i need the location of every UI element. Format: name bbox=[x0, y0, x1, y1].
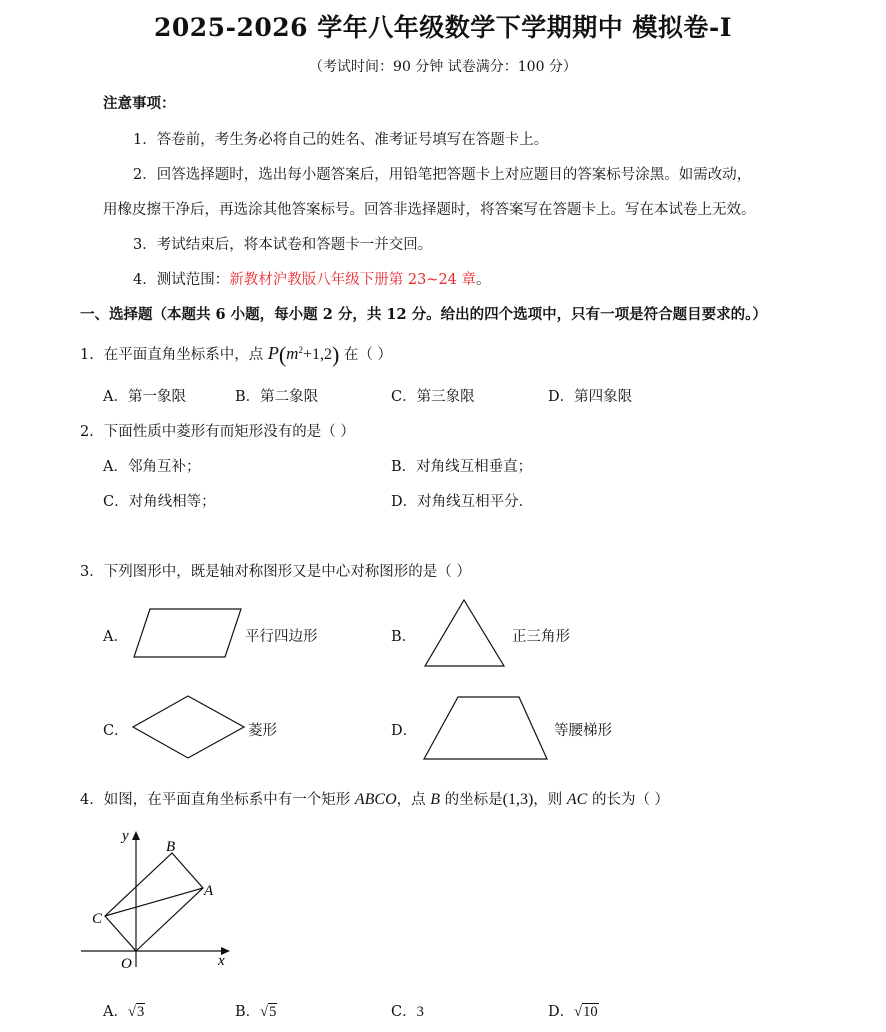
question-2-option-d[interactable]: D．对角线互相平分． bbox=[391, 494, 534, 510]
notice-scope-suffix: 。 bbox=[476, 272, 491, 288]
question-3-option-b-letter[interactable]: B． bbox=[391, 629, 417, 645]
notice-item-2-cont: 用橡皮擦干净后，再选涂其他答案标号。回答非选择题时，将答案写在答题卡上。写在本试卷上无效。 bbox=[103, 202, 756, 218]
exam-subtitle: （考试时间：90 分钟 试卷满分：100 分） bbox=[309, 59, 577, 75]
question-4-option-d[interactable]: D．√10 bbox=[548, 1004, 598, 1020]
notice-scope-value: 新教材沪教版八年级下册第 23~24 章 bbox=[229, 272, 477, 288]
question-2-option-b[interactable]: B．对角线互相垂直； bbox=[391, 459, 533, 475]
label-c: C bbox=[92, 911, 103, 927]
question-3-option-c-label: 菱形 bbox=[248, 723, 277, 739]
label-x: x bbox=[218, 953, 225, 969]
question-2-option-c[interactable]: C．对角线相等； bbox=[103, 494, 216, 510]
question-4-option-a[interactable]: A．√3 bbox=[103, 1004, 145, 1020]
notice-item-1: 1．答卷前，考生务必将自己的姓名、准考证号填写在答题卡上。 bbox=[133, 132, 549, 148]
question-1-stem: 1．在平面直角坐标系中，点 $P(m^2+1,2)$ 在（ ） bbox=[80, 342, 393, 367]
question-2-stem: 2．下面性质中菱形有而矩形没有的是（ ） bbox=[80, 424, 355, 440]
label-a: A bbox=[204, 883, 214, 899]
question-1-option-a[interactable]: A．第一象限 bbox=[103, 389, 186, 405]
question-3-option-d-label: 等腰梯形 bbox=[554, 723, 612, 739]
notice-item-2: 2．回答选择题时，选出每小题答案后，用铅笔把答题卡上对应题目的答案标号涂黑。如需改动， bbox=[133, 167, 752, 183]
question-3-option-a-letter[interactable]: A． bbox=[103, 629, 128, 645]
notice-item-3: 3．考试结束后，将本试卷和答题卡一并交回。 bbox=[133, 237, 433, 253]
label-o: O bbox=[121, 956, 132, 972]
exam-title: 2025-2026 学年八年级数学下学期期中 模拟卷-Ⅰ bbox=[153, 13, 732, 42]
question-1-option-b[interactable]: B．第二象限 bbox=[235, 389, 319, 405]
notice-heading: 注意事项： bbox=[103, 95, 176, 112]
isosceles-trapezoid-figure bbox=[420, 693, 552, 763]
notice-item-4 bbox=[133, 268, 491, 289]
question-2-option-a[interactable]: A．邻角互补； bbox=[103, 459, 201, 475]
question-3-option-c-letter[interactable]: C． bbox=[103, 723, 129, 739]
label-b: B bbox=[166, 839, 176, 855]
y-axis-arrow bbox=[132, 831, 140, 840]
question-3-stem: 3．下列图形中，既是轴对称图形又是中心对称图形的是（ ） bbox=[80, 564, 471, 580]
question-1-option-d[interactable]: D．第四象限 bbox=[548, 389, 633, 405]
notice-scope-prefix: 4．测试范围： bbox=[133, 272, 230, 288]
question-4-option-b[interactable]: B．√5 bbox=[235, 1004, 277, 1020]
section-1-heading: 一、选择题（本题共 6 小题，每小题 2 分，共 12 分。给出的四个选项中，只有一项是符合题目要求的。） bbox=[80, 306, 767, 323]
question-1-option-c[interactable]: C．第三象限 bbox=[391, 389, 475, 405]
question-3-option-b-label: 正三角形 bbox=[512, 629, 570, 645]
parallelogram-figure bbox=[130, 604, 246, 662]
label-y: y bbox=[122, 828, 129, 844]
equilateral-triangle-figure bbox=[420, 596, 510, 670]
question-3-option-a-label: 平行四边形 bbox=[245, 629, 318, 645]
question-4-option-c[interactable]: C．3 bbox=[391, 1004, 424, 1020]
question-4-stem: 4．如图，在平面直角坐标系中有一个矩形 ABCO，点 B 的坐标是(1,3)，则 AC 的长为（ ） bbox=[80, 791, 670, 808]
question-3-option-d-letter[interactable]: D． bbox=[391, 723, 418, 739]
rectangle-coordinate-figure bbox=[76, 824, 236, 974]
rhombus-figure bbox=[130, 693, 246, 761]
